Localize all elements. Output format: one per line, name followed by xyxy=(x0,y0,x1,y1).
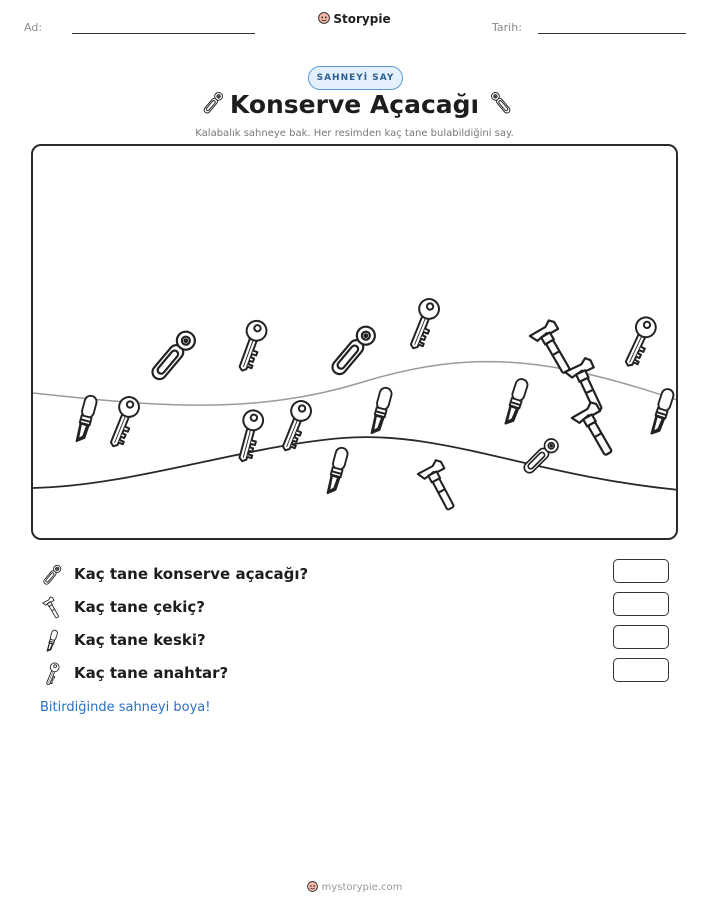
chisel-icon xyxy=(369,386,393,435)
chisel-icon xyxy=(74,394,98,443)
key-icon xyxy=(104,394,142,450)
can-opener-icon xyxy=(148,328,198,383)
name-label: Ad: xyxy=(24,21,43,34)
key-icon xyxy=(233,318,269,374)
answer-box[interactable] xyxy=(613,559,669,583)
can-opener-icon xyxy=(40,563,64,587)
hammer-icon xyxy=(416,458,462,514)
footer-url: mystorypie.com xyxy=(321,882,403,893)
question-row xyxy=(40,629,670,653)
answer-box[interactable] xyxy=(613,658,669,682)
question-text: Kaç tane anahtar? xyxy=(74,664,229,682)
question-text: Kaç tane keski? xyxy=(74,631,206,649)
chisel-icon xyxy=(40,629,64,653)
storypie-logo-icon xyxy=(307,881,318,892)
can-opener-icon xyxy=(488,90,514,116)
page-title: Konserve Açacağı xyxy=(229,90,480,119)
hammer-icon xyxy=(40,596,64,620)
key-icon xyxy=(619,314,659,370)
brand-name: Storypie xyxy=(333,12,391,26)
question-row xyxy=(40,596,670,620)
question-text: Kaç tane çekiç? xyxy=(74,598,206,616)
answer-box[interactable] xyxy=(613,625,669,649)
chisel-icon xyxy=(649,388,675,437)
question-text: Kaç tane konserve açacağı? xyxy=(74,565,309,583)
page-subtitle: Kalabalık sahneye bak. Her resimden kaç tane bulabildiğini say. xyxy=(195,128,514,139)
storypie-logo-icon xyxy=(318,12,330,24)
activity-badge: SAHNEYİ SAY xyxy=(308,66,403,90)
brand xyxy=(0,12,709,26)
question-row xyxy=(40,662,670,686)
can-opener-icon xyxy=(328,323,378,378)
answer-box[interactable] xyxy=(613,592,669,616)
date-line xyxy=(538,33,686,34)
key-icon xyxy=(404,296,442,352)
chisel-icon xyxy=(325,446,349,495)
front-hill-line xyxy=(33,437,678,490)
chisel-icon xyxy=(503,378,529,427)
hammer-icon xyxy=(570,400,621,460)
key-icon xyxy=(40,662,64,686)
date-label: Tarih: xyxy=(492,21,522,34)
name-line xyxy=(72,33,255,34)
counting-scene xyxy=(31,144,678,540)
question-row xyxy=(40,563,670,587)
footer xyxy=(0,881,709,893)
coloring-instruction: Bitirdiğinde sahneyi boya! xyxy=(40,700,211,715)
